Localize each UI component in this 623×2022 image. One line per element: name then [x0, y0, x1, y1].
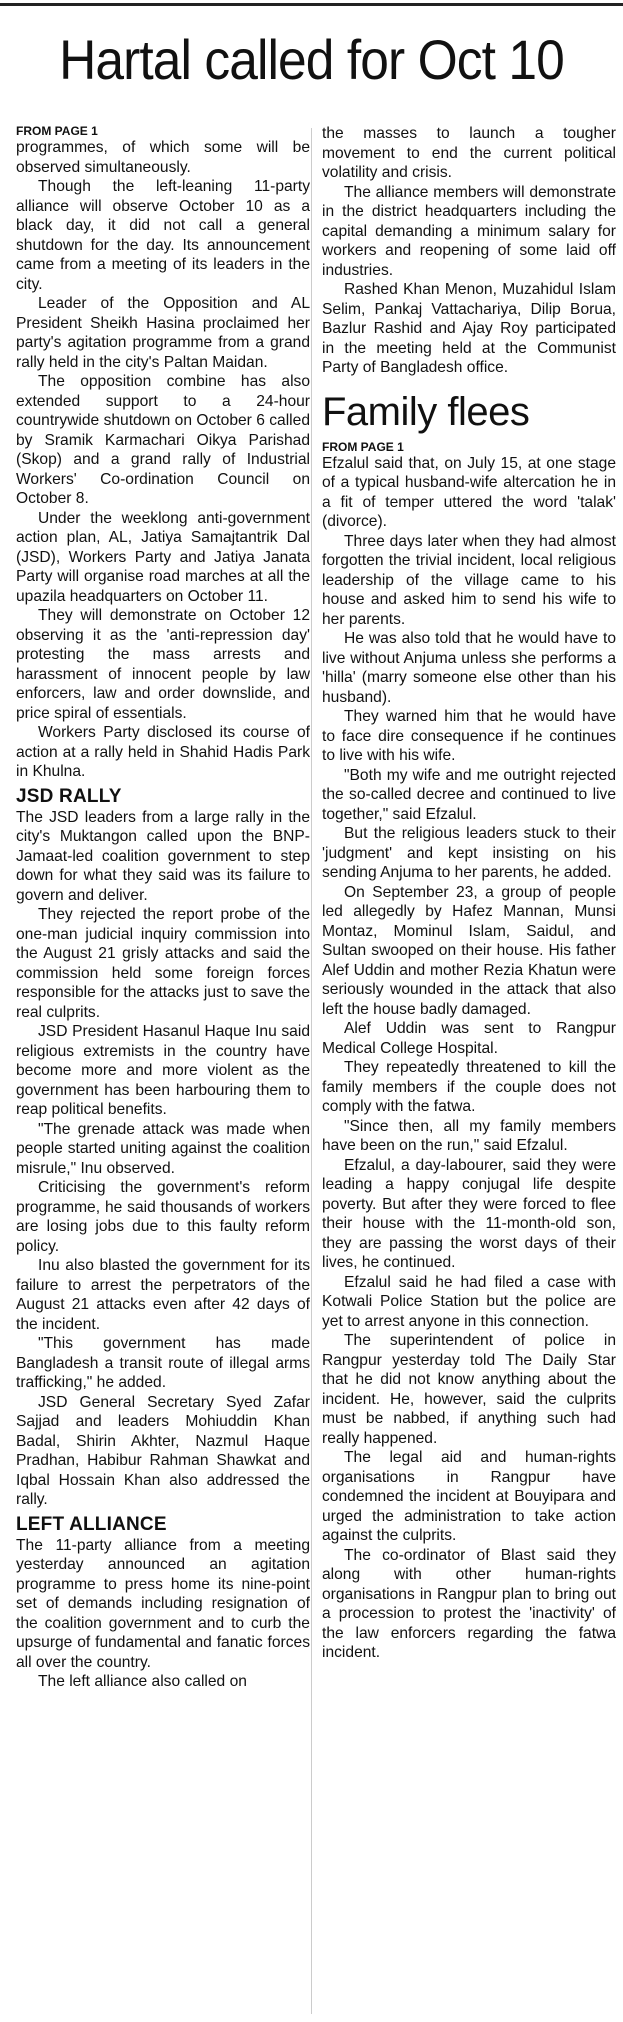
paragraph: the masses to launch a tougher movement to end the current political volatility and crisis.: [322, 125, 616, 181]
paragraph: The alliance members will demonstrate in the district headquarters including the capital demanding a minimum salary for workers and reopening of some laid off industries.: [322, 183, 616, 279]
paragraph: Efzalul, a day-labourer, said they were leading a happy conjugal life despite poverty. But after they were forced to flee their house with the 11-month-old son, they are passing the worst days of their lives, he continued.: [322, 1156, 616, 1271]
paragraph: "This government has made Bangladesh a transit route of illegal arms trafficking," he added.: [16, 1335, 310, 1391]
paragraph: They warned him that he would have to face dire consequence if he continues to live with his wife.: [322, 708, 616, 764]
column-divider: [311, 128, 312, 2014]
kicker-from-page-1: FROM PAGE 1: [16, 124, 98, 138]
paragraph: Criticising the government's reform programme, he said thousands of workers are losing jobs due to this faulty reform policy.: [16, 1179, 310, 1255]
headline-family-flees: Family flees: [322, 389, 530, 434]
subheading-left-alliance: LEFT ALLIANCE: [16, 1513, 167, 1535]
paragraph: The 11-party alliance from a meeting yesterday announced an agitation programme to press home its nine-point set of demands including resignation of the coalition government and to curb the upsurge of fundamental and fanatic forces all over the country.: [16, 1536, 310, 1671]
paragraph: Under the weeklong anti-government action plan, AL, Jatiya Samajtantrik Dal (JSD), Workers Party and Jatiya Janata Party will organise road marches at all the upazila headquarters on October 11.: [16, 509, 310, 605]
paragraph: Though the left-leaning 11-party alliance will observe October 10 as a black day, it did not call a general shutdown for the day. Its announcement came from a meeting of its leaders in the city.: [16, 178, 310, 293]
paragraph: Workers Party disclosed its course of action at a rally held in Shahid Hadis Park in Khulna.: [16, 724, 310, 780]
paragraph: The superintendent of police in Rangpur yesterday told The Daily Star that he did not know anything about the incident. He, however, said the culprits must be nabbed, if anything such had really happened.: [322, 1332, 616, 1447]
top-rule: [0, 3, 623, 6]
paragraph: They rejected the report probe of the one-man judicial inquiry commission into the August 21 grisly attacks and said the commission held some foreign forces responsible for the attacks just to save the real culprits.: [16, 906, 310, 1021]
kicker-from-page-1: FROM PAGE 1: [322, 439, 404, 454]
paragraph: Efzalul said he had filed a case with Kotwali Police Station but the police are yet to arrest anyone in this connection.: [322, 1273, 616, 1330]
paragraph: JSD President Hasanul Haque Inu said religious extremists in the country have become more and more violent as the government has been harbouring them to reap political benefits.: [16, 1023, 310, 1118]
paragraph: Rashed Khan Menon, Muzahidul Islam Selim, Pankaj Vattachariya, Dilip Borua, Bazlur Rashid and Ajay Roy participated in the meeting held at the Communist Party of Bangladesh office.: [322, 281, 616, 376]
paragraph: The left alliance also called on: [38, 1673, 247, 1690]
paragraph: Leader of the Opposition and AL President Sheikh Hasina proclaimed her party's agitation programme from a grand rally held in the city's Paltan Maidan.: [16, 295, 310, 371]
paragraph: "Both my wife and me outright rejected the so-called decree and continued to live together," said Efzalul.: [322, 766, 616, 823]
paragraph: The opposition combine has also extended support to a 24-hour countrywide shutdown on October 6 called by Sramik Karmachari Oikya Parishad (Skop) and a grand rally of Industrial Workers' Co-ordination Council on October 8.: [16, 373, 310, 507]
paragraph: "Since then, all my family members have been on the run," said Efzalul.: [322, 1117, 616, 1154]
paragraph: They will demonstrate on October 12 observing it as the 'anti-repression day' protesting the mass arrests and harassment of innocent people by law enforcers, law and order downslide, and price spiral of essentials.: [16, 607, 310, 722]
subheading-jsd-rally: JSD RALLY: [16, 785, 122, 807]
headline: Hartal called for Oct 10: [59, 28, 564, 91]
paragraph: "The grenade attack was made when people started uniting against the coalition misrule," Inu observed.: [16, 1120, 310, 1177]
paragraph: On September 23, a group of people led allegedly by Hafez Mannan, Munsi Montaz, Mominul Islam, Saidul, and Sultan swooped on their house. His father Alef Uddin and mother Rezia Khatun were seriously wounded in the attack that also left the house badly damaged.: [322, 883, 616, 1018]
paragraph: Alef Uddin was sent to Rangpur Medical College Hospital.: [322, 1020, 616, 1057]
paragraph: The co-ordinator of Blast said they along with other human-rights organisations in Rangpur plan to bring out a procession to protest the 'inactivity' of the law enforcers regarding the fatwa incident.: [322, 1546, 616, 1661]
column-right: [322, 124, 616, 1663]
paragraph: Three days later when they had almost forgotten the trivial incident, local religious leadership of the village came to his house and asked him to send his wife to her parents.: [322, 532, 616, 628]
paragraph: They repeatedly threatened to kill the family members if the couple does not comply with the fatwa.: [322, 1059, 616, 1115]
paragraph: programmes, of which some will be observed simultaneously.: [16, 139, 310, 176]
paragraph: The JSD leaders from a large rally in the city's Muktangon called upon the BNP-Jamaat-led coalition government to step down for what they said was its failure to govern and deliver.: [16, 808, 310, 904]
column-left: [16, 124, 310, 1692]
paragraph: He was also told that he would have to live without Anjuma unless she performs a 'hilla' (marry someone else other than his husband).: [322, 630, 616, 706]
paragraph: The legal aid and human-rights organisations in Rangpur have condemned the incident at Bouyipara and urged the administration to take action against the culprits.: [322, 1449, 616, 1544]
paragraph: Efzalul said that, on July 15, at one stage of a typical husband-wife altercation he in a fit of temper uttered the word 'talak' (divorce).: [322, 454, 616, 530]
paragraph: Inu also blasted the government for its failure to arrest the perpetrators of the August 21 attacks even after 42 days of the incident.: [16, 1257, 310, 1333]
paragraph: But the religious leaders stuck to their 'judgment' and kept insisting on his sending Anjuma to her parents, he added.: [322, 825, 616, 881]
paragraph: JSD General Secretary Syed Zafar Sajjad and leaders Mohiuddin Khan Badal, Shirin Akhter, Nazmul Haque Pradhan, Habibur Rahman Shawkat and Iqbal Hossain Khan also addressed the rally.: [16, 1393, 310, 1508]
